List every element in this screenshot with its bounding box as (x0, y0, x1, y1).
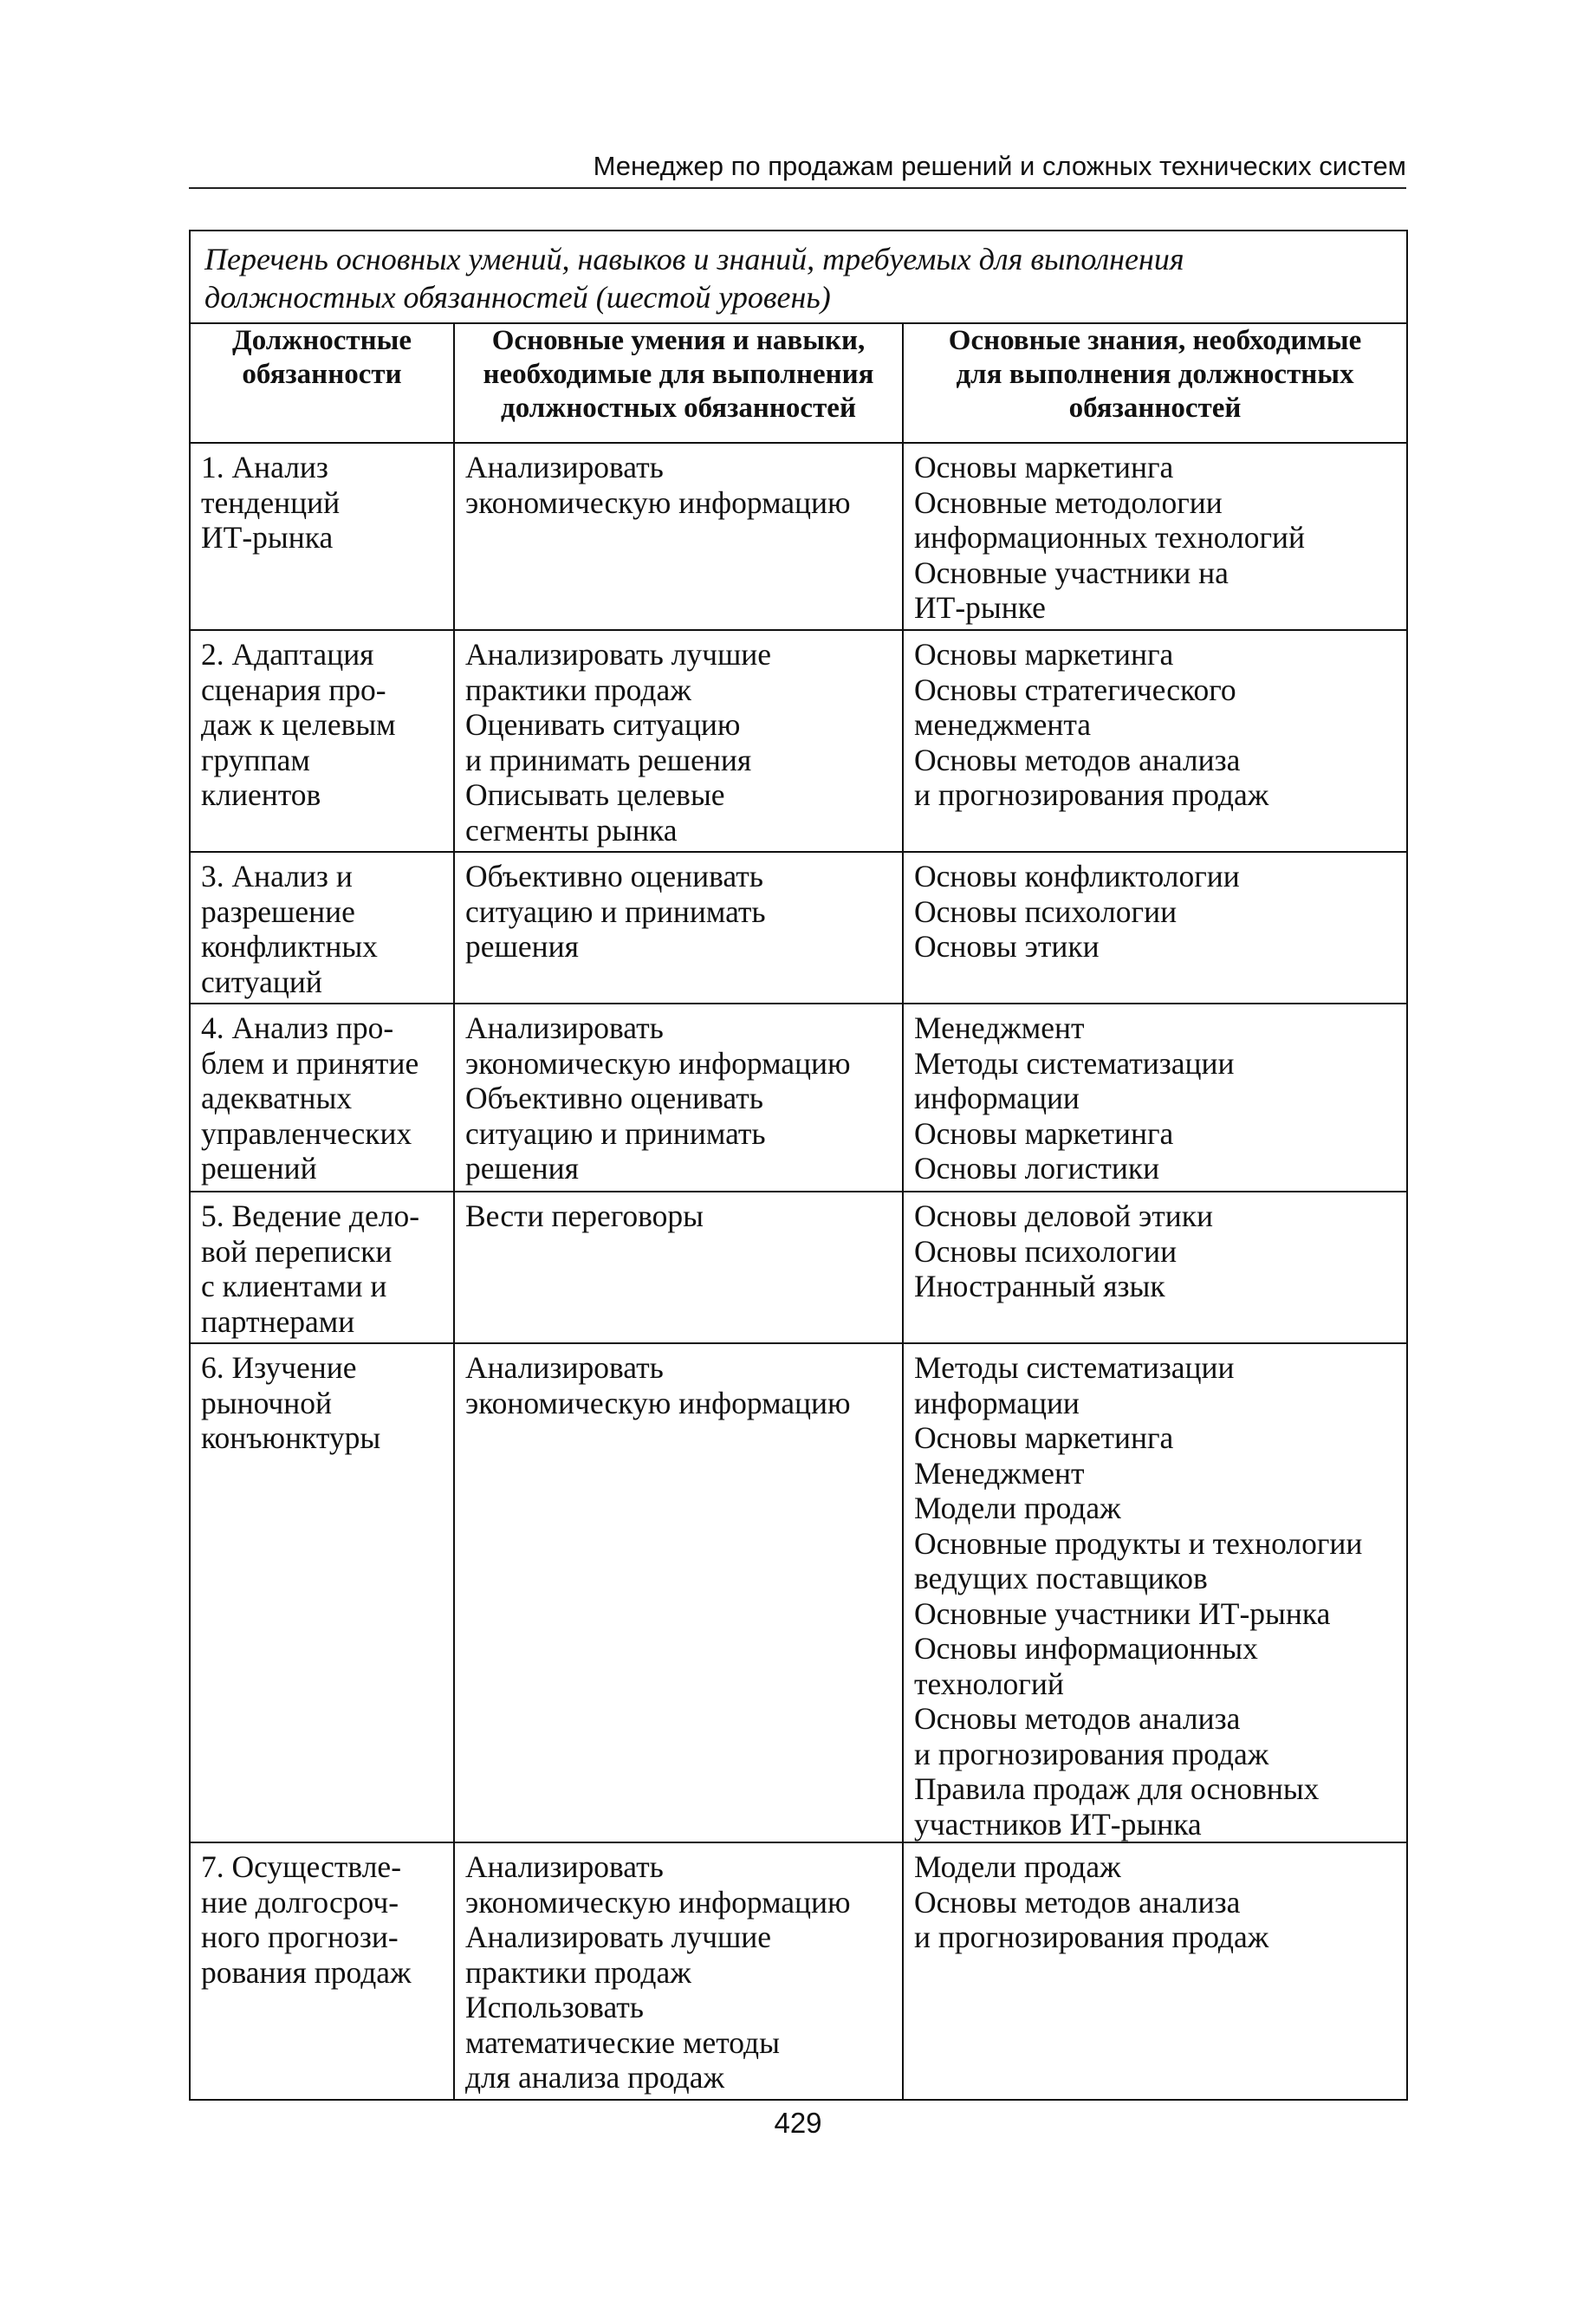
text-line: должностных обязанностей (шестой уровень) (204, 280, 831, 315)
text-line: Описывать целевые (465, 777, 725, 812)
text-line: обязанностей (1068, 393, 1242, 424)
text-line: клиентов (201, 777, 321, 812)
text-line: менеджмента (914, 707, 1092, 742)
text-line: ведущих поставщиков (914, 1561, 1208, 1595)
text-line: разрешение (201, 893, 355, 929)
text-line: решений (201, 1151, 317, 1186)
table-caption (190, 231, 1407, 323)
knowledge-cell (903, 1842, 1407, 2100)
text-line: рыночной (201, 1385, 333, 1420)
text-line: Методы систематизации (914, 1045, 1235, 1081)
duty-cell (190, 1004, 454, 1192)
duty-cell (190, 1192, 454, 1343)
text-line: экономическую информацию (465, 1884, 851, 1920)
duty-cell (190, 1343, 454, 1842)
page-number: 429 (774, 2107, 822, 2139)
text-line: Основы маркетинга (914, 450, 1174, 484)
duty-cell (190, 852, 454, 1004)
text-line: Основы конфликтологии (914, 859, 1240, 893)
text-line: ситуаций (201, 964, 322, 999)
text-line: Менеджмент (914, 1455, 1085, 1491)
text-line: экономическую информацию (465, 1385, 851, 1420)
text-line: решения (465, 1151, 579, 1186)
text-line: 1. Анализ (201, 450, 328, 484)
text-line: Объективно оценивать (465, 859, 763, 893)
knowledge-cell (903, 1343, 1407, 1842)
text-line: Основы маркетинга (914, 637, 1174, 672)
text-line: Перечень основных умений, навыков и знаний, требуемых для выполнения (204, 242, 1184, 276)
text-line: обязанности (242, 359, 402, 390)
text-line: Вести переговоры (465, 1199, 704, 1233)
text-line: и принимать решения (465, 742, 752, 777)
text-line: ИТ-рынка (201, 520, 334, 555)
table-header-row (190, 323, 1407, 443)
text-line: экономическую информацию (465, 1045, 851, 1081)
text-line: Основы методов анализа (914, 1701, 1241, 1736)
text-line: Иностранный язык (914, 1269, 1165, 1303)
text-line: Основные методологии (914, 484, 1223, 520)
table-row (190, 1343, 1407, 1842)
text-line: Основы методов анализа (914, 1884, 1241, 1920)
text-line: 2. Адаптация (201, 637, 374, 672)
text-line: должностных обязанностей (501, 393, 856, 424)
text-line: необходимые для выполнения (483, 359, 874, 390)
text-line: 5. Ведение дело- (201, 1199, 420, 1233)
text-line: Методы систематизации (914, 1350, 1235, 1385)
skills-table (189, 230, 1408, 2101)
text-line: Основы методов анализа (914, 742, 1241, 777)
text-line: Основы психологии (914, 1233, 1178, 1269)
text-line: 3. Анализ и (201, 859, 353, 893)
text-line: практики продаж (465, 672, 691, 707)
text-line: для анализа продаж (465, 2060, 724, 2095)
text-line: вой переписки (201, 1233, 393, 1269)
text-line: Основные знания, необходимые (948, 325, 1362, 356)
text-line: технологий (914, 1666, 1064, 1701)
duty-cell (190, 443, 454, 630)
text-line: 7. Осуществле- (201, 1849, 402, 1884)
text-line: Основы стратегического (914, 672, 1236, 707)
table-row (190, 852, 1407, 1004)
table-row (190, 630, 1407, 852)
skills-cell (454, 630, 903, 852)
text-line: для выполнения должностных (956, 359, 1354, 390)
text-line: ИТ-рынке (914, 590, 1046, 625)
text-line: Модели продаж (914, 1849, 1121, 1884)
text-line: сегменты рынка (465, 812, 678, 848)
skills-cell (454, 1192, 903, 1343)
text-line: блем и принятие (201, 1045, 419, 1081)
text-line: решения (465, 929, 579, 964)
text-line: ситуацию и принимать (465, 893, 766, 929)
text-line: даж к целевым (201, 707, 396, 742)
text-line: рования продаж (201, 1954, 412, 1990)
text-line: конфликтных (201, 929, 378, 964)
text-line: практики продаж (465, 1954, 691, 1990)
text-line: и прогнозирования продаж (914, 1920, 1269, 1954)
knowledge-cell (903, 443, 1407, 630)
text-line: и прогнозирования продаж (914, 1736, 1269, 1771)
table-row (190, 443, 1407, 630)
text-line: Основы логистики (914, 1151, 1160, 1186)
text-line: информации (914, 1081, 1080, 1115)
text-line: конъюнктуры (201, 1420, 381, 1455)
text-line: экономическую информацию (465, 484, 851, 520)
text-line: Основные умения и навыки, (491, 325, 866, 356)
text-line: Основные участники на (914, 555, 1229, 590)
text-line: Основные продукты и технологии (914, 1525, 1363, 1561)
text-line: ного прогнози- (201, 1920, 399, 1954)
text-line: группам (201, 742, 310, 777)
header-duties (190, 323, 454, 443)
text-line: адекватных (201, 1081, 353, 1115)
duty-cell (190, 1842, 454, 2100)
skills-cell (454, 1343, 903, 1842)
text-line: с клиентами и (201, 1269, 387, 1303)
skills-cell (454, 1004, 903, 1192)
text-line: информационных технологий (914, 520, 1306, 555)
text-line: Менеджмент (914, 1010, 1085, 1045)
table-caption-row (190, 231, 1407, 323)
text-line: Основы деловой этики (914, 1199, 1214, 1233)
text-line: Анализировать (465, 1350, 664, 1385)
text-line: Анализировать (465, 1010, 664, 1045)
text-line: ние долгосроч- (201, 1884, 399, 1920)
text-line: Основы этики (914, 929, 1100, 964)
text-line: тенденций (201, 484, 341, 520)
text-line: Основы психологии (914, 893, 1178, 929)
text-line: Основы информационных (914, 1631, 1258, 1666)
text-line: Анализировать (465, 1849, 664, 1884)
text-line: Анализировать лучшие (465, 1920, 772, 1954)
text-line: Модели продаж (914, 1491, 1121, 1525)
text-line: Основные участники ИТ-рынка (914, 1595, 1331, 1631)
text-line: информации (914, 1385, 1080, 1420)
duty-cell (190, 630, 454, 852)
text-line: управленческих (201, 1115, 412, 1151)
table-row (190, 1842, 1407, 2100)
text-line: Использовать (465, 1990, 644, 2024)
text-line: ситуацию и принимать (465, 1115, 766, 1151)
skills-cell (454, 1842, 903, 2100)
skills-cell (454, 443, 903, 630)
text-line: сценария про- (201, 672, 386, 707)
text-line: 6. Изучение (201, 1350, 357, 1385)
knowledge-cell (903, 1004, 1407, 1192)
table-row (190, 1004, 1407, 1192)
table-row (190, 1192, 1407, 1343)
text-line: 4. Анализ про- (201, 1010, 394, 1045)
text-line: Основы маркетинга (914, 1420, 1174, 1455)
text-line: Объективно оценивать (465, 1081, 763, 1115)
skills-cell (454, 852, 903, 1004)
running-head: Менеджер по продажам решений и сложных технических систем (593, 151, 1406, 181)
header-rule (189, 187, 1406, 189)
text-line: математические методы (465, 2024, 780, 2060)
text-line: Анализировать лучшие (465, 637, 772, 672)
knowledge-cell (903, 630, 1407, 852)
text-line: Анализировать (465, 450, 664, 484)
text-line: и прогнозирования продаж (914, 777, 1269, 812)
text-line: Правила продаж для основных (914, 1771, 1320, 1806)
knowledge-cell (903, 1192, 1407, 1343)
text-line: Оценивать ситуацию (465, 707, 741, 742)
text-line: партнерами (201, 1303, 355, 1339)
header-knowledge (903, 323, 1407, 443)
text-line: участников ИТ-рынка (914, 1806, 1202, 1842)
text-line: Должностные (231, 325, 412, 356)
knowledge-cell (903, 852, 1407, 1004)
text-line: Основы маркетинга (914, 1115, 1174, 1151)
header-skills (454, 323, 903, 443)
table-caption-text (204, 231, 1392, 316)
